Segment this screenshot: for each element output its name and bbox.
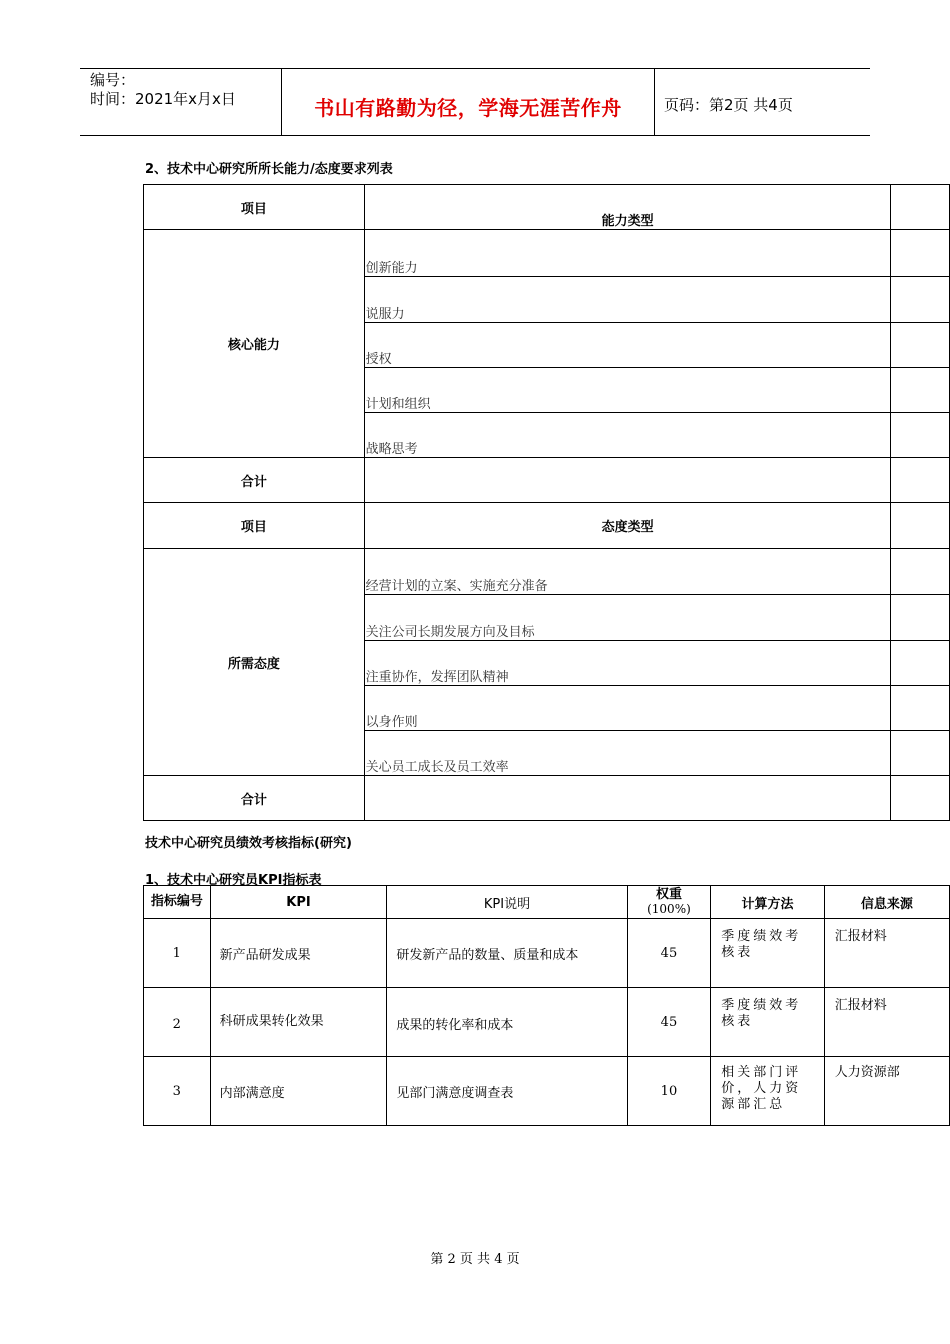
kpi-method-cell: 相关部门评价，人力资源部汇总 <box>711 1057 824 1126</box>
kpi-method-cell: 季度绩效考核表 <box>711 919 824 988</box>
kpi-source-cell: 人力资源部 <box>824 1057 949 1126</box>
extra-cell <box>891 641 950 686</box>
table-row <box>144 919 950 988</box>
kpi-table <box>143 885 950 1126</box>
extra-cell <box>891 458 950 503</box>
attitude-total-value <box>364 776 891 821</box>
kpi-source-cell: 汇报材料 <box>824 988 949 1057</box>
ability-total-label: 合计 <box>144 458 365 503</box>
page-footer: 第 2 页 共 4 页 <box>430 1252 520 1267</box>
attitude-item: 经营计划的立案、实施充分准备 <box>364 549 891 595</box>
attitude-item: 关心员工成长及员工效率 <box>364 731 891 776</box>
ability-item: 说服力 <box>364 277 891 323</box>
item-header: 项目 <box>144 185 365 230</box>
item-header-attitude: 项目 <box>144 503 365 549</box>
table-row <box>144 988 950 1057</box>
required-attitude-label: 所需态度 <box>144 549 365 776</box>
ability-item: 创新能力 <box>364 230 891 277</box>
kpi-name-cell: 科研成果转化效果 <box>210 988 387 1057</box>
kpi-header-method: 计算方法 <box>711 886 824 919</box>
attitude-total-label: 合计 <box>144 776 365 821</box>
header-divider-left <box>281 68 282 135</box>
kpi-header-weight-label: 权重 <box>655 887 682 902</box>
attitude-type-header: 态度类型 <box>364 503 891 549</box>
kpi-source-cell: 汇报材料 <box>824 919 949 988</box>
document-number-label: 编号： <box>90 71 136 89</box>
extra-cell <box>891 323 950 368</box>
ability-item: 战略思考 <box>364 413 891 458</box>
kpi-desc-cell: 成果的转化率和成本 <box>387 988 627 1057</box>
extra-cell <box>891 368 950 413</box>
extra-cell <box>891 595 950 641</box>
attitude-item: 注重协作，发挥团队精神 <box>364 641 891 686</box>
ability-item: 授权 <box>364 323 891 368</box>
ability-attitude-table <box>143 184 950 821</box>
kpi-header-index: 指标编号 <box>144 886 211 919</box>
kpi-header-source: 信息来源 <box>824 886 949 919</box>
ability-total-value <box>364 458 891 503</box>
extra-cell <box>891 776 950 821</box>
extra-cell <box>891 277 950 323</box>
kpi-header-kpi: KPI <box>210 886 387 919</box>
extra-cell <box>891 413 950 458</box>
researcher-kpi-section-title: 技术中心研究员绩效考核指标(研究) <box>145 836 352 851</box>
kpi-name-cell: 内部满意度 <box>210 1057 387 1126</box>
header-bottom-rule <box>80 135 870 136</box>
attitude-item: 以身作则 <box>364 686 891 731</box>
kpi-weight-cell: 10 <box>627 1057 711 1126</box>
document-time-label: 时间：2021年x月x日 <box>90 90 236 108</box>
extra-cell <box>891 731 950 776</box>
attitude-item: 关注公司长期发展方向及目标 <box>364 595 891 641</box>
kpi-table-title: 1、技术中心研究员KPI指标表 <box>145 873 322 888</box>
kpi-method-cell: 季度绩效考核表 <box>711 988 824 1057</box>
page-code: 页码：第2页 共4页 <box>664 96 793 114</box>
kpi-index-cell: 3 <box>144 1057 211 1126</box>
ability-type-header: 能力类型 <box>364 185 891 230</box>
header-top-rule <box>80 68 870 69</box>
extra-cell <box>891 185 950 230</box>
extra-cell <box>891 686 950 731</box>
extra-cell <box>891 230 950 277</box>
kpi-index-cell: 2 <box>144 988 211 1057</box>
table-row <box>144 1057 950 1126</box>
ability-item: 计划和组织 <box>364 368 891 413</box>
extra-cell <box>891 503 950 549</box>
kpi-index-cell: 1 <box>144 919 211 988</box>
kpi-header-weight-unit: (100%) <box>647 902 691 916</box>
section-title-ability: 2、技术中心研究所所长能力/态度要求列表 <box>145 162 393 177</box>
core-ability-label: 核心能力 <box>144 230 365 458</box>
kpi-desc-cell: 见部门满意度调查表 <box>387 1057 627 1126</box>
motto-banner: 书山有路勤为径，学海无涯苦作舟 <box>314 96 622 120</box>
extra-cell <box>891 549 950 595</box>
kpi-name-cell: 新产品研发成果 <box>210 919 387 988</box>
kpi-header-desc: KPI说明 <box>387 886 627 919</box>
kpi-weight-cell: 45 <box>627 919 711 988</box>
kpi-header-weight <box>627 886 711 919</box>
header-divider-right <box>654 68 655 135</box>
kpi-weight-cell: 45 <box>627 988 711 1057</box>
kpi-desc-cell: 研发新产品的数量、质量和成本 <box>387 919 627 988</box>
